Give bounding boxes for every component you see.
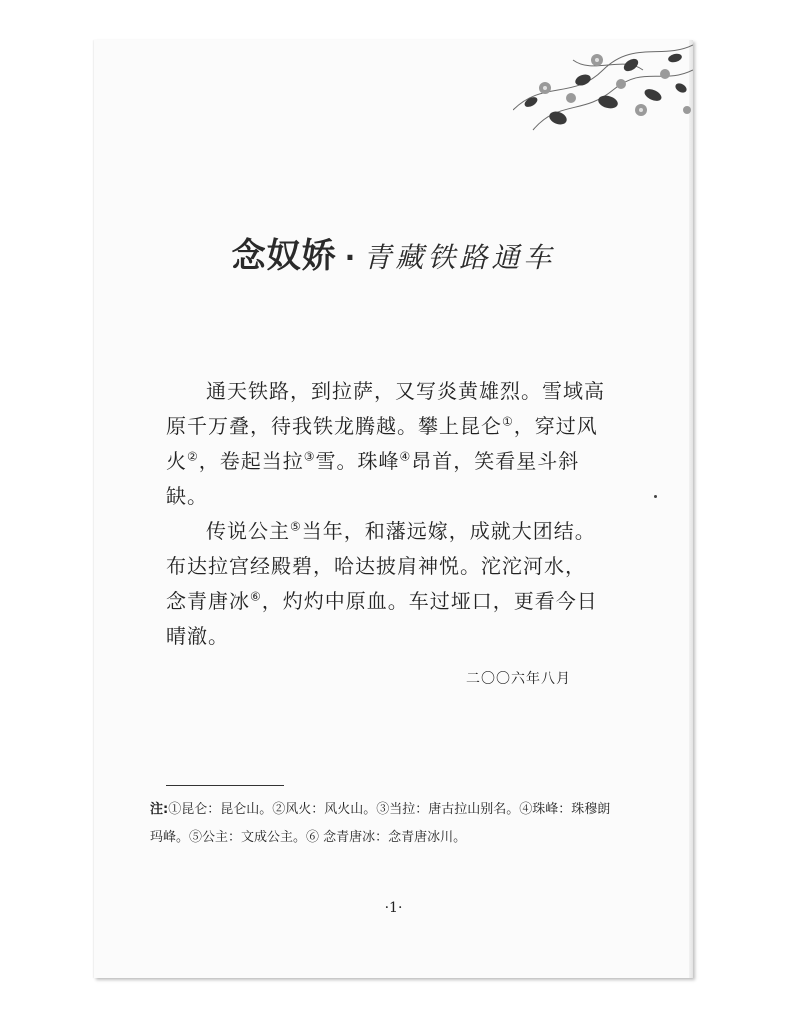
poem-stanza-1 (166, 374, 606, 514)
footnote-marker: ⑥ (250, 589, 262, 604)
footnote-label: 注: (150, 802, 169, 817)
footnote-marker: ④ (399, 449, 412, 464)
poem-text: ，穿过风火 (166, 414, 598, 473)
footnote-divider (166, 785, 284, 786)
poem-stanza-2 (166, 514, 606, 654)
poem-text: ，灼灼中原血。车过垭口，更看今日晴澈。 (166, 589, 598, 648)
footnote-marker: ③ (303, 449, 316, 464)
title-separator: · (344, 241, 356, 274)
poem-date: 二〇〇六年八月 (466, 671, 571, 687)
title-subtitle: 青藏铁路通车 (363, 241, 556, 274)
footnote-marker: ① (502, 414, 514, 429)
poem-text: 当年，和藩远嫁，成就大团结。布达拉宫经殿碧，哈达披肩神悦。沱沱河水，念青唐冰 (166, 519, 596, 613)
poem-text: 昂首，笑看星斗斜缺。 (166, 449, 580, 508)
poem-text: 雪。珠峰 (315, 449, 400, 473)
poem-text: ，卷起当拉 (198, 449, 304, 473)
print-speck (654, 495, 657, 498)
book-page (94, 40, 693, 978)
footnote-marker: ② (187, 449, 199, 464)
poem-body (166, 374, 606, 654)
poem-text: 通天铁路，到拉萨，又写炎黄雄烈。雪域高原千万叠，待我铁龙腾越。攀上昆仑 (166, 379, 605, 438)
page-number: ·1· (384, 900, 403, 916)
floral-decoration-icon (513, 40, 693, 135)
poem-title (94, 228, 693, 277)
footnote-marker: ⑤ (290, 519, 302, 534)
title-main: 念奴娇 (231, 236, 337, 276)
footnotes (150, 796, 620, 852)
page-edge (689, 40, 693, 978)
footnote-text: ①昆仑：昆仑山。②风火：风火山。③当拉：唐古拉山别名。④珠峰：珠穆朗玛峰。⑤公主：文成公主。⑥ 念青唐冰：念青唐冰川。 (150, 802, 611, 845)
poem-text: 传说公主 (206, 519, 290, 543)
